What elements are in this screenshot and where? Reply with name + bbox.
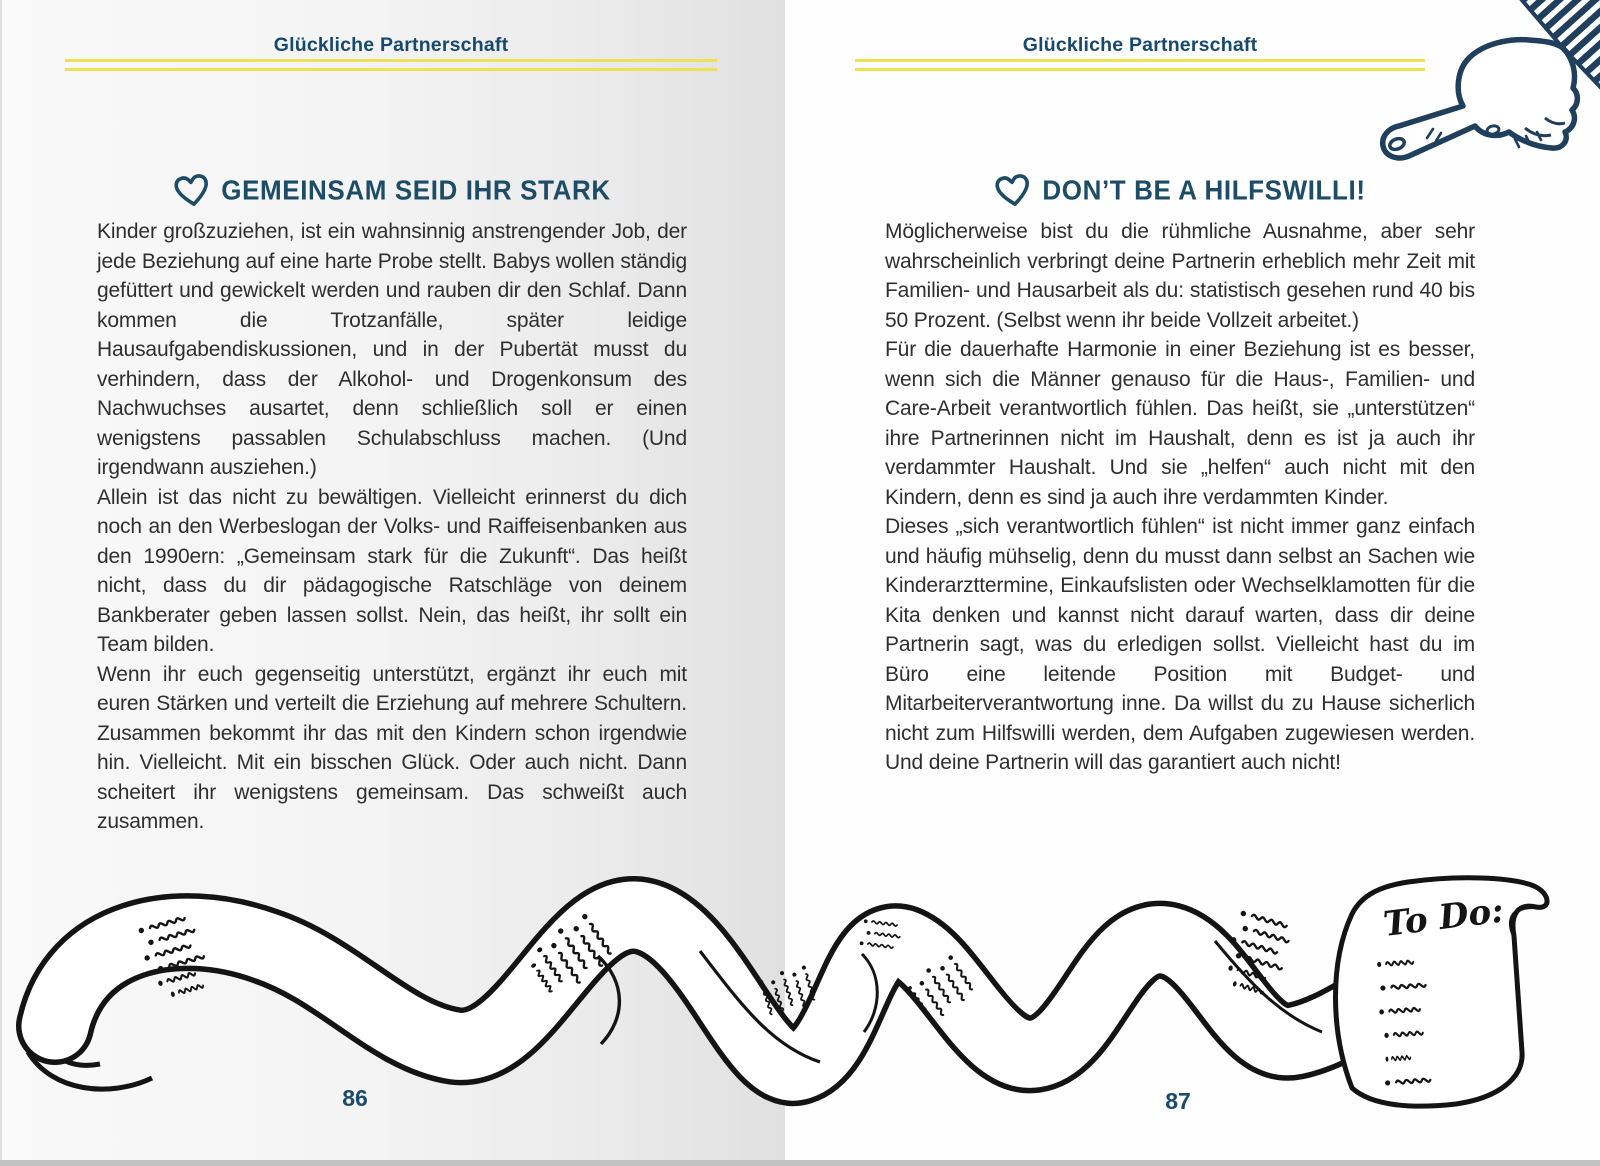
yellow-rule-left [65,59,717,71]
scan-bottom-edge [0,1160,1600,1166]
section-heading-right-label: DON’T BE A HILFSWILLI! [1042,173,1366,206]
heart-icon [171,170,214,211]
section-heading-right [885,168,1475,212]
paragraph: Dieses „sich verantwortlich fühlen“ ist nicht immer ganz einfach und häufig mühselig, denn du musst dann selbst an Sachen wie Kinderarzttermine, Einkaufslisten oder Wechselklamotten für die Kita denken und kannst nicht darauf warten, dass dir deine Partnerin sagt, was du erledigen sollst. Vielleicht hast du im Büro eine leitende Position mit Budget- und Mitarbeiterverantwortung inne. Da willst du zu Hause sicherlich nicht zum Hilfswilli werden, dem Aufgaben zugewiesen werden. Und deine Partnerin will das garantiert auch nicht! [885,515,1475,774]
section-heading-left [97,168,687,212]
pointing-hand-icon [1375,0,1600,172]
paragraph: Kinder großzuziehen, ist ein wahnsinnig anstrengender Job, der jede Beziehung auf eine harte Probe stellt. Babys wollen ständig gefüttert und gewickelt werden und rauben dir den Schlaf. Dann kommen die Trotzanfälle, später leidige Hausaufgabendiskussionen, und in der Pubertät musst du verhindern, dass der Alkohol- und Drogenkonsum des Nachwuchses ausartet, denn schließlich soll er einen wenigstens passablen Schulabschluss machen. (Und irgendwann ausziehen.) [97,220,687,479]
todo-scroll [1336,878,1548,1106]
heart-icon [992,170,1035,211]
todo-ribbon-illustration [0,856,1600,1160]
yellow-rule-right [855,59,1425,71]
body-text-left [97,217,687,837]
paragraph: Für die dauerhafte Harmonie in einer Beziehung ist es besser, wenn sich die Männer genauso für die Haus-, Familien- und Care-Arbeit verantwortlich fühlen. Das heißt, sie „unterstützen“ ihre Partnerinnen nicht im Haushalt, denn es ist ja auch ihr verdammter Haushalt. Und sie „helfen“ auch nicht mit den Kindern, denn es sind ja auch ihre verdammten Kinder. [885,338,1475,509]
running-head-right: Glückliche Partnerschaft [1022,34,1258,56]
body-text-right [885,217,1475,778]
paragraph: Allein ist das nicht zu bewältigen. Vielleicht erinnerst du dich noch an den Werbeslogan der Volks- und Raiffeisenbanken aus den 1990ern: „Gemeinsam stark für die Zukunft“. Das heißt nicht, dass du dir pädagogische Ratschläge von deinem Bankberater geben lassen sollst. Nein, das heißt, ihr sollt ein Team bilden. [97,485,687,656]
running-head-left: Glückliche Partnerschaft [273,34,509,56]
page-number-left: 86 [342,1085,368,1111]
todo-title: To Do: [1381,890,1506,945]
section-heading-left-label: GEMEINSAM SEID IHR STARK [221,173,611,206]
paragraph: Möglicherweise bist du die rühmliche Ausnahme, aber sehr wahrscheinlich verbringt deine Partnerin erheblich mehr Zeit mit Familien- und Hausarbeit als du: statistisch gesehen rund 40 bis 50 Prozent. (Selbst wenn ihr beide Vollzeit arbeitet.) [885,220,1475,332]
paragraph: Wenn ihr euch gegenseitig unterstützt, ergänzt ihr euch mit euren Stärken und verteilt die Erziehung auf mehrere Schultern. Zusammen bekommt ihr das mit den Kindern schon irgendwie hin. Vielleicht. Mit ein bisschen Glück. Oder auch nicht. Dann scheitert ihr wenigstens gemeinsam. Das schweißt auch zusammen. [97,662,687,833]
page-number-right: 87 [1165,1088,1191,1114]
